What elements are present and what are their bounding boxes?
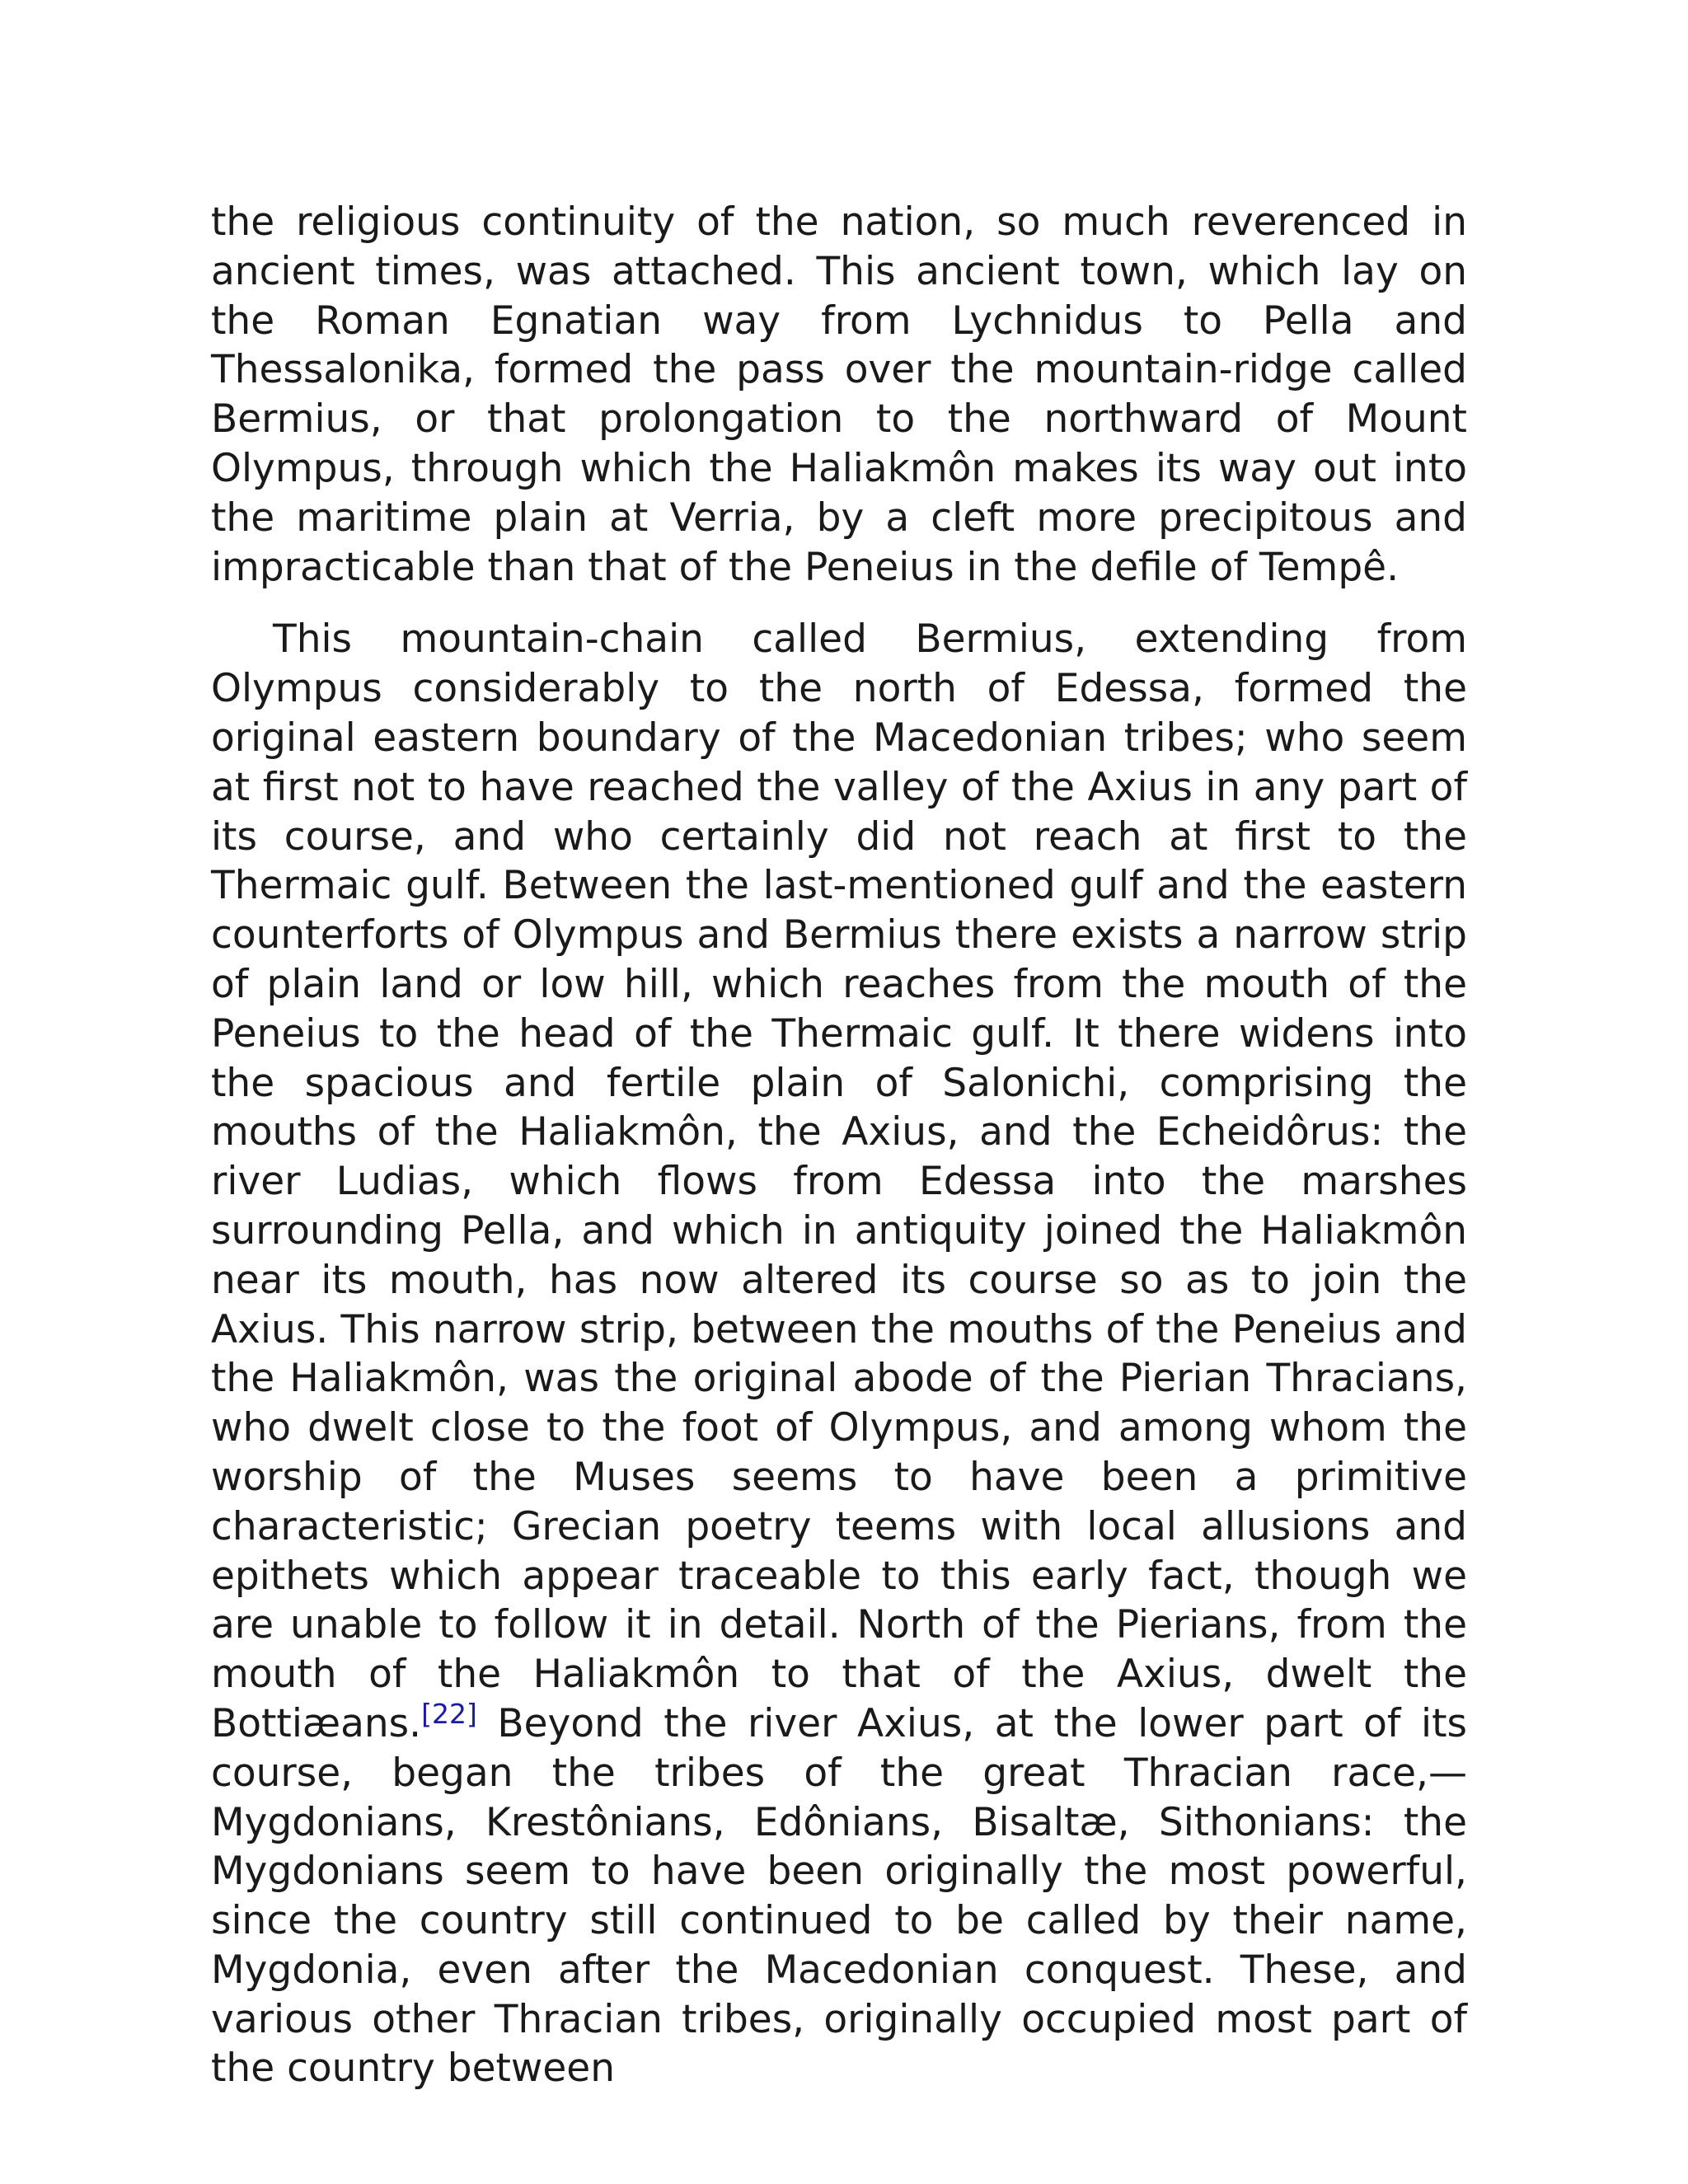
- paragraph-text-before-footnote: This mountain-chain called Bermius, extending from Olympus considerably to the north of Edessa, formed the original eastern boundary of the Macedonian tribes; who seem at first not to have reached the valley of the Axius in any part of its course, and who certainly did not reach at first to the Thermaic gulf. Between the last-mentioned gulf and the eastern counterforts of Olympus and Bermius there exists a narrow strip of plain land or low hill, which reaches from the mouth of the Peneius to the head of the Thermaic gulf. It there widens into the spacious and fertile plain of Salonichi, comprising the mouths of the Haliakmôn, the Axius, and the Echeidôrus: the river Ludias, which flows from Edessa into the marshes surrounding Pella, and which in antiquity joined the Haliakmôn near its mouth, has now altered its course so as to join the Axius. This narrow strip, between the mouths of the Peneius and the Haliakmôn, was the original abode of the Pierian Thracians, who dwelt close to the foot of Olympus, and among whom the worship of the Muses seems to have been a primitive characteristic; Grecian poetry teems with local allusions and epithets which appear traceable to this early fact, though we are unable to follow it in detail. North of the Pierians, from the mouth of the Haliakmôn to that of the Axius, dwelt the Bottiæans.: [211, 616, 1467, 1746]
- paragraph-continuation: the religious continuity of the nation, so much reverenced in ancient times, was attached. This ancient town, which lay on the Roman Egnatian way from Lychnidus to Pella and Thessalonika, formed the pass over the mountain-ridge called Bermius, or that prolongation to the northward of Mount Olympus, through which the Haliakmôn makes its way out into the maritime plain at Verria, by a cleft more precipitous and impracticable than that of the Peneius in the defile of Tempê.: [211, 199, 1467, 590]
- footnote-link-22[interactable]: [22]: [421, 1697, 477, 1730]
- paragraph-text-after-footnote: Beyond the river Axius, at the lower part of its course, began the tribes of the great Thracian race,—Mygdonians, Krestônians, Edônians, Bisaltæ, Sithonians: the Mygdonians seem to have been originally the most powerful, since the country still continued to be called by their name, Mygdonia, even after the Macedonian conquest. These, and various other Thracian tribes, originally occupied most part of the country between: [211, 1700, 1467, 2092]
- page-body: [211, 198, 1467, 2093]
- paragraph-bermius: [211, 615, 1467, 2093]
